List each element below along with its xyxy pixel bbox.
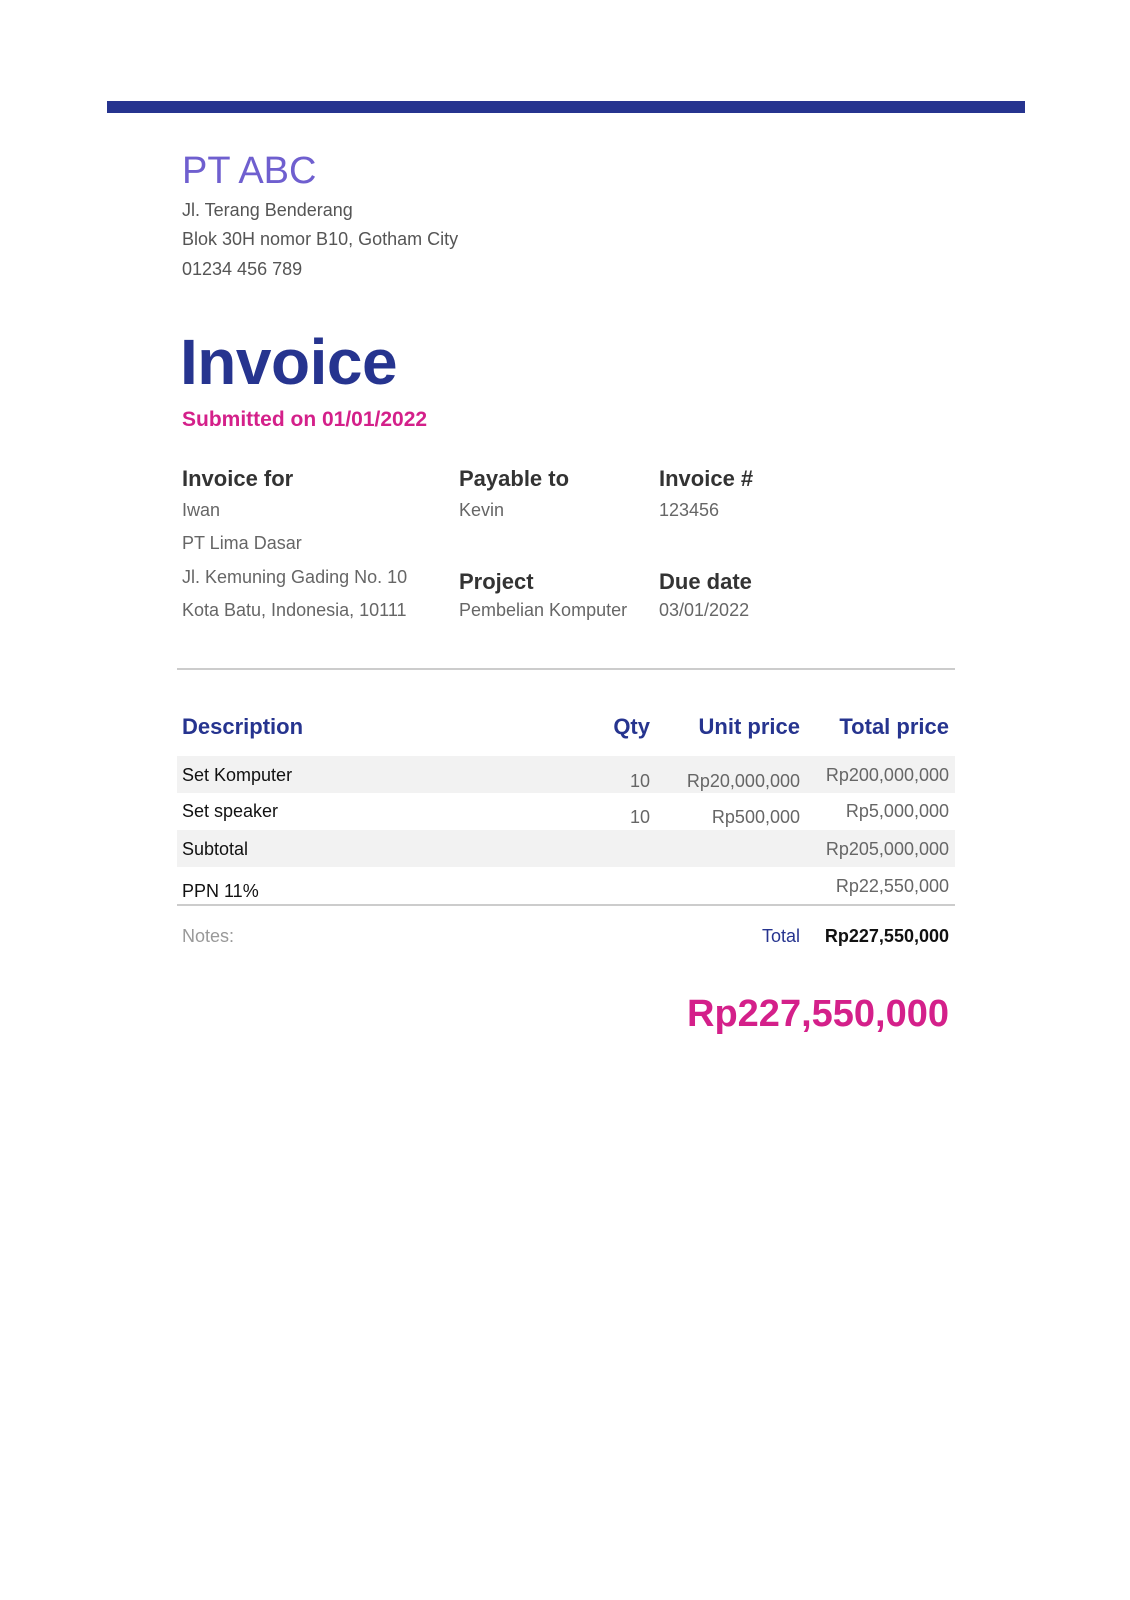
project-value: Pembelian Komputer xyxy=(459,600,628,620)
company-name: PT ABC xyxy=(182,150,317,192)
column-header-qty: Qty xyxy=(613,714,650,739)
row-1-qty: 10 xyxy=(629,771,650,791)
invoice-for-company: PT Lima Dasar xyxy=(182,533,302,553)
invoice-number-value: 123456 xyxy=(659,500,720,520)
column-header-description: Description xyxy=(182,714,304,739)
section-divider xyxy=(177,668,955,670)
payable-to-heading: Payable to xyxy=(459,466,570,491)
column-header-total-price: Total price xyxy=(839,714,949,739)
tax-value: Rp22,550,000 xyxy=(835,876,949,896)
column-header-unit-price: Unit price xyxy=(698,714,800,739)
invoice-for-street: Jl. Kemuning Gading No. 10 xyxy=(182,567,408,587)
row-1-total-price: Rp200,000,000 xyxy=(825,765,949,785)
notes-label: Notes: xyxy=(182,926,235,946)
total-value: Rp227,550,000 xyxy=(824,926,949,946)
submitted-date: Submitted on 01/01/2022 xyxy=(182,408,428,431)
invoice-for-city: Kota Batu, Indonesia, 10111 xyxy=(182,600,407,620)
invoice-number-heading: Invoice # xyxy=(659,466,754,491)
company-address-line-1: Jl. Terang Benderang xyxy=(182,200,353,220)
row-2-description: Set speaker xyxy=(182,801,279,821)
subtotal-label: Subtotal xyxy=(182,839,249,859)
row-1-unit-price: Rp20,000,000 xyxy=(686,771,800,791)
page-title: Invoice xyxy=(180,326,398,398)
due-date-value: 03/01/2022 xyxy=(659,600,750,620)
tax-label: PPN 11% xyxy=(182,881,259,901)
row-2-total-price: Rp5,000,000 xyxy=(845,801,949,821)
invoice-for-heading: Invoice for xyxy=(182,466,294,491)
payable-to-value: Kevin xyxy=(459,500,505,520)
invoice-for-name: Iwan xyxy=(182,500,221,520)
row-1-description: Set Komputer xyxy=(182,765,293,785)
subtotal-value: Rp205,000,000 xyxy=(825,839,949,859)
table-bottom-border xyxy=(177,904,955,906)
row-2-unit-price: Rp500,000 xyxy=(711,807,800,827)
project-heading: Project xyxy=(459,569,534,594)
total-label: Total xyxy=(761,926,800,946)
row-2-qty: 10 xyxy=(629,807,650,827)
company-phone: 01234 456 789 xyxy=(182,259,303,279)
header-accent-bar xyxy=(107,101,1025,113)
company-address-line-2: Blok 30H nomor B10, Gotham City xyxy=(182,229,459,249)
due-date-heading: Due date xyxy=(659,569,752,594)
grand-total-amount: Rp227,550,000 xyxy=(687,993,949,1035)
